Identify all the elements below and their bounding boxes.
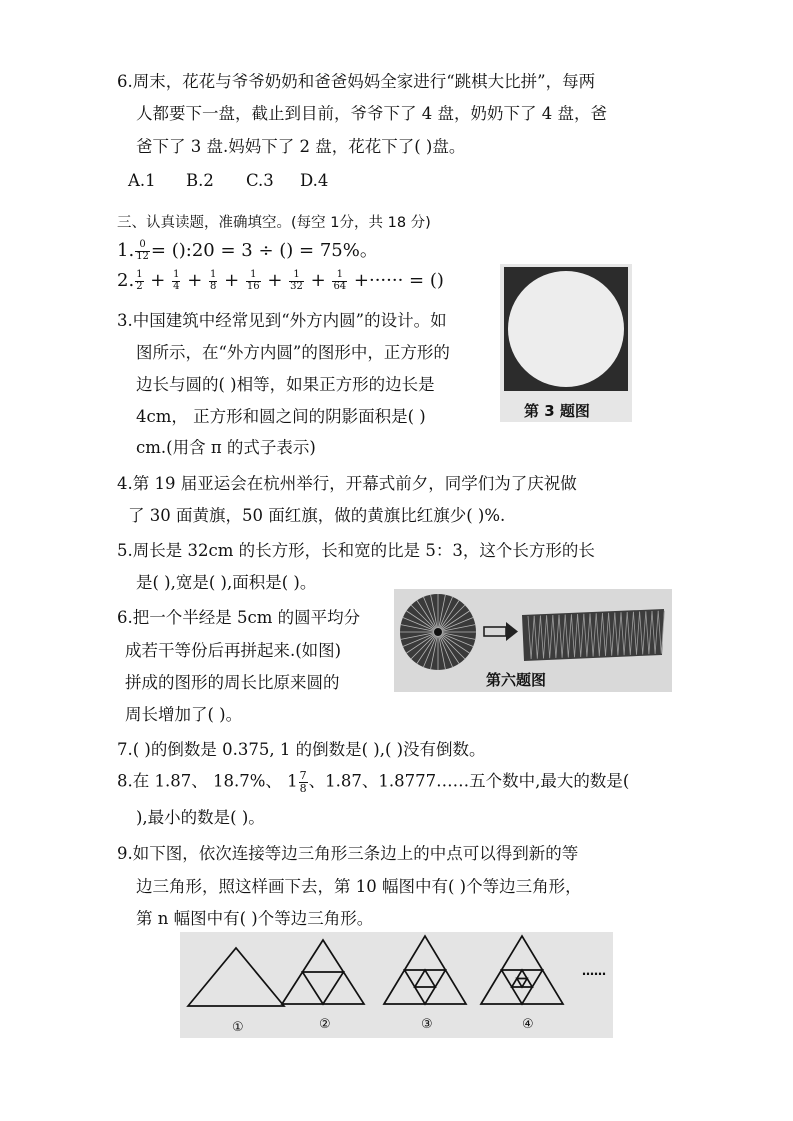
q6-figure	[394, 589, 672, 692]
q3-line-4: 4cm， 正方形和圆之间的阴影面积是( )	[136, 407, 426, 426]
q3-line-3: 边长与圆的( )相等，如果正方形的边长是	[136, 375, 435, 394]
q1-equation	[117, 240, 378, 262]
q3-figure	[500, 264, 632, 422]
triangle-figure-4	[481, 936, 563, 1004]
q9-label-2: ②	[319, 1017, 331, 1032]
q2-fraction	[209, 270, 217, 292]
q2-fraction	[289, 270, 304, 292]
q3-line-2: 图所示，在“外方内圆”的图形中，正方形的	[136, 343, 450, 362]
nested-triangles-diagram	[180, 932, 613, 1038]
q2-tail: +······ = ()	[353, 270, 444, 291]
section-3-heading: 三、认真读题，准确填空。(每空 1分，共 18 分)	[117, 215, 431, 231]
q5-line-1: 5.周长是 32cm 的长方形，长和宽的比是 5：3，这个长方形的长	[117, 541, 595, 560]
q7-line-1: 7.( )的倒数是 0.375, 1 的倒数是( ),( )没有倒数。	[117, 740, 486, 759]
q2-fraction	[332, 270, 347, 292]
q6b-line-4: 周长增加了( )。	[125, 705, 243, 724]
q8-mixed-fraction	[299, 770, 308, 794]
q6-option-a: A.1	[128, 171, 156, 190]
q1-frac-num: 0	[135, 240, 150, 252]
q9-label-1: ①	[232, 1020, 244, 1035]
q6-option-d: D.4	[300, 171, 329, 190]
q2-den: 64	[333, 280, 347, 292]
q2-den: 16	[246, 280, 260, 292]
q8-line-2: ),最小的数是( )。	[136, 808, 265, 827]
sectored-circle	[400, 594, 476, 670]
triangle-figure-2	[282, 940, 364, 1004]
q6-option-c: C.3	[246, 171, 274, 190]
arrow-right-icon	[484, 622, 518, 641]
q9-label-3: ③	[421, 1017, 433, 1032]
q2-num: 1	[332, 270, 347, 282]
q9-ellipsis: ……	[582, 964, 606, 978]
q9-line-1: 9.如下图，依次连接等边三角形三条边上的中点可以得到新的等	[117, 844, 579, 863]
triangle-figure-3	[384, 936, 466, 1004]
q3-line-1: 3.中国建筑中经常见到“外方内圆”的设计。如	[117, 311, 447, 330]
q6-option-b: B.2	[186, 171, 214, 190]
q2-den: 8	[210, 280, 217, 292]
q2-fraction	[172, 270, 180, 292]
q3-figure-caption: 第 3 题图	[524, 402, 590, 420]
q8-frac-den: 8	[299, 781, 307, 795]
q3-line-5: cm.(用含 π 的式子表示)	[136, 438, 316, 457]
q6-figure-caption: 第六题图	[486, 671, 547, 689]
q2-den: 32	[290, 280, 303, 292]
q4-line-1: 4.第 19 届亚运会在杭州举行，开幕式前夕，同学们为了庆祝做	[117, 474, 577, 493]
q2-num: 1	[210, 269, 217, 280]
inner-circle	[508, 271, 624, 387]
q6b-line-2: 成若干等份后再拼起来.(如图)	[125, 641, 342, 660]
q6-line-2: 人都要下一盘，截止到目前，爷爷下了 4 盘，奶奶下了 4 盘，爸	[136, 104, 607, 123]
q1-prefix: 1.	[117, 240, 135, 261]
q1-fraction	[135, 240, 150, 262]
square-with-circle-diagram	[500, 264, 632, 422]
q6b-line-1: 6.把一个半经是 5cm 的圆平均分	[117, 608, 361, 627]
q8-frac-num: 7	[299, 769, 307, 782]
q8-line-1	[117, 770, 629, 794]
q9-line-2: 边三角形，照这样画下去，第 10 幅图中有( )个等边三角形，	[136, 877, 582, 896]
q2-num: 1	[289, 270, 304, 282]
q2-fraction	[135, 270, 143, 292]
q2-fraction	[246, 270, 261, 292]
q2-num: 1	[173, 269, 180, 280]
q8-text-a: 8.在 1.87、 18.7%、 1	[117, 771, 298, 791]
q1-rest: = ():20 = 3 ÷ () = 75%。	[150, 240, 378, 261]
q1-frac-den: 12	[136, 250, 149, 262]
q9-line-3: 第 n 幅图中有( )个等边三角形。	[136, 909, 374, 928]
q6-line-3: 爸下了 3 盘.妈妈下了 2 盘，花花下了( )盘。	[136, 137, 466, 156]
q2-den: 4	[173, 280, 180, 292]
q8-text-b: 、1.87、1.8777……五个数中,最大的数是(	[308, 771, 630, 791]
q2-num: 1	[246, 270, 261, 282]
q2-den: 2	[136, 280, 143, 292]
q5-line-2: 是( ),宽是( ),面积是( )。	[136, 573, 317, 592]
q2-prefix: 2.	[117, 270, 135, 291]
q9-label-4: ④	[522, 1017, 534, 1032]
q6b-line-3: 拼成的图形的周长比原来圆的	[125, 673, 340, 692]
q9-figure	[180, 932, 613, 1038]
q2-num: 1	[136, 269, 143, 280]
q6-line-1: 6.周末，花花与爷爷奶奶和爸爸妈妈全家进行“跳棋大比拼”，每两	[117, 72, 596, 91]
triangle-figure-1	[188, 948, 284, 1006]
q2-equation: 2. $\frac{1}{2}$ + $\frac{1}{4}$ + $\frac{1}{8}$ + $\frac{1}{16}$ + $\frac{1}{32}$ + $\frac{1}{64}$ +······ = ()	[117, 269, 444, 292]
rearranged-rectangle	[522, 609, 664, 661]
q4-line-2: 了 30 面黄旗，50 面红旗，做的黄旗比红旗少( )%.	[128, 506, 506, 525]
